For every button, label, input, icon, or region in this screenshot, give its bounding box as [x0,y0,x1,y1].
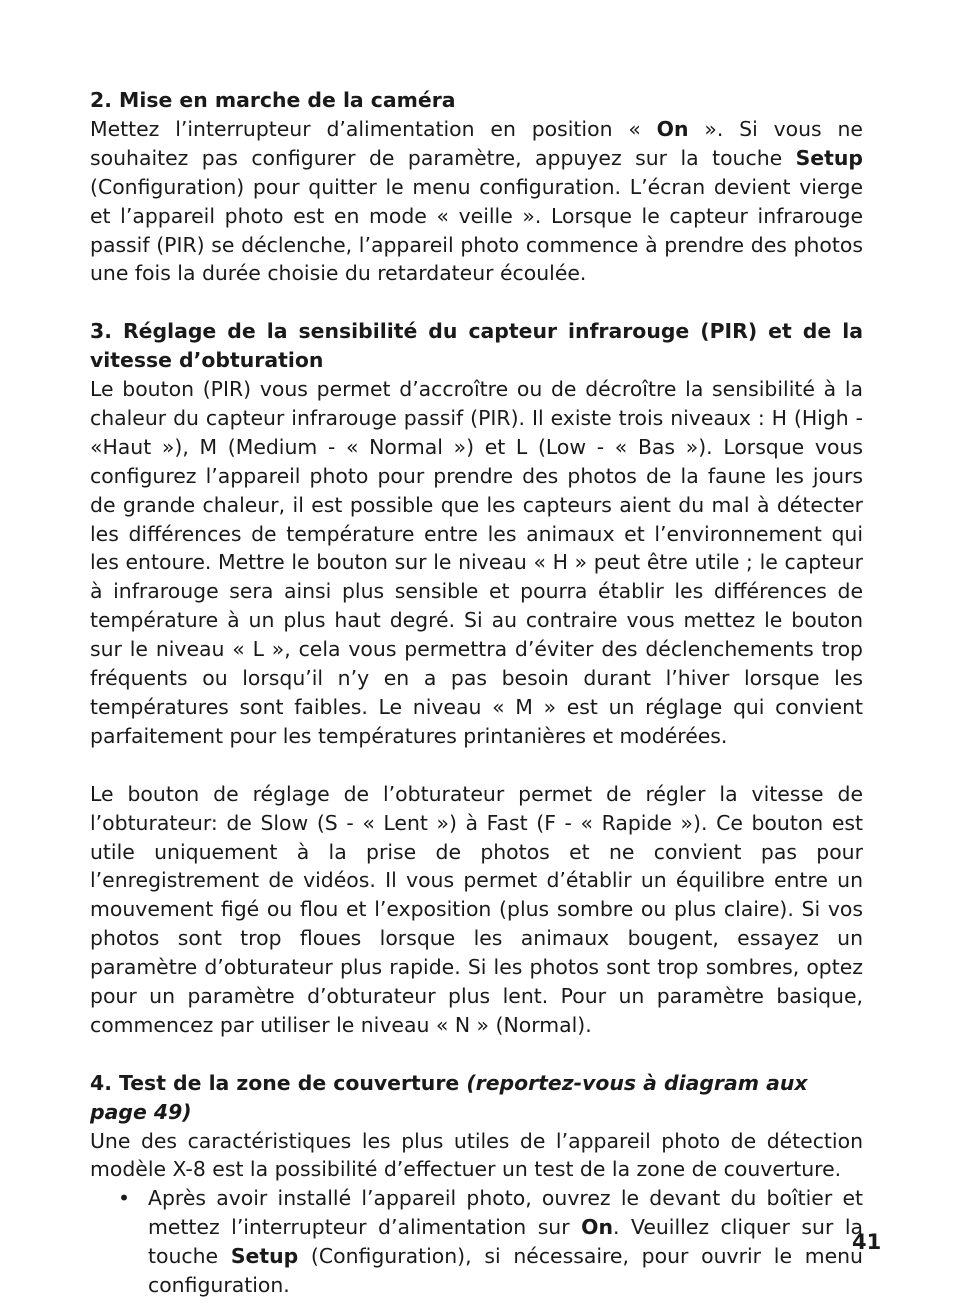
list-item: • Après avoir installé l’appareil photo, ouvrez le devant du boîtier et mettez l’interrupteur d’alimentation sur On. Veuillez cliquer sur la touche Setup (Configuration), si nécessaire, pour ouvrir le menu configuration. [118,1186,863,1298]
page-number: 41 [852,1230,882,1254]
section-3-heading: 3. Réglage de la sensibilité du capteur infrarouge (PIR) et de la vitesse d’obturation [90,319,863,373]
section-4-paragraph: Une des caractéristiques les plus utiles de l’appareil photo de détection modèle X-8 est la possibilité d’effectuer un test de la zone de couverture. [90,1128,863,1182]
section-4-heading: 4. Test de la zone de couverture (reportez-vous à diagram aux page 49) [90,1070,808,1124]
section-2-paragraph: Mettez l’interrupteur d’alimentation en position « On ». Si vous ne souhaitez pas configurer de paramètre, appuyez sur la touche Setup (Configuration) pour quitter le menu configuration. L’écran devient vierge et l’appareil photo est en mode « veille ». Lorsque le capteur infrarouge passif (PIR) se déclenche, l’appareil photo commence à prendre des photos une fois la durée choisie du retardateur écoulée. [90,116,863,286]
bullet-icon: • [118,1186,131,1211]
spacer [90,1040,863,1069]
setup-term: Setup [795,145,863,170]
on-term: On [581,1215,613,1240]
spacer [90,288,863,317]
on-term: On [656,116,689,141]
section-3-paragraph-1: Le bouton (PIR) vous permet d’accroître ou de décroître la sensibilité à la chaleur du capteur infrarouge passif (PIR). Il existe trois niveaux : H (High - «Haut »), M (Medium - « Normal ») et L (Low - « Bas »). Lorsque vous configurez l’appareil photo pour prendre des photos de la faune les jours de grande chaleur, il est possible que les capteurs aient du mal à détecter les différences de température entre les animaux et l’environnement qui les entoure. Mettre le bouton sur le niveau « H » peut être utile ; le capteur à infrarouge sera ainsi plus sensible et pourra établir les différences de température à un plus haut degré. Si au contraire vous mettez le bouton sur le niveau « L », cela vous permettra d’éviter des déclenchements trop fréquents ou lorsqu’il n’y en a pas besoin durant l’hiver lorsque les températures sont faibles. Le niveau « M » est un réglage qui convient parfaitement pour les températures printanières et modérées. [90,377,863,748]
page-content [90,86,863,1300]
bullet-list [90,1184,863,1300]
section-3-paragraph-2: Le bouton de réglage de l’obturateur permet de régler la vitesse de l’obturateur: de Slow (S - « Lent ») à Fast (F - « Rapide »). Ce bouton est utile uniquement à la prise de photos et ne convient pas pour l’enregistrement de vidéos. Il vous permet d’établir un équilibre entre un mouvement figé ou flou et l’exposition (plus sombre ou plus claire). Si vos photos sont trop floues lorsque les animaux bougent, essayez un paramètre d’obturateur plus rapide. Si les photos sont trop sombres, optez pour un paramètre d’obturateur plus lent. Pour un paramètre basique, commencez par utiliser le niveau « N » (Normal). [90,781,863,1037]
section-2-heading: 2. Mise en marche de la caméra [90,88,456,112]
section-4-heading-note: (reportez-vous à diagram aux page 49) [90,1070,808,1124]
setup-term: Setup [230,1244,299,1269]
spacer [90,751,863,780]
